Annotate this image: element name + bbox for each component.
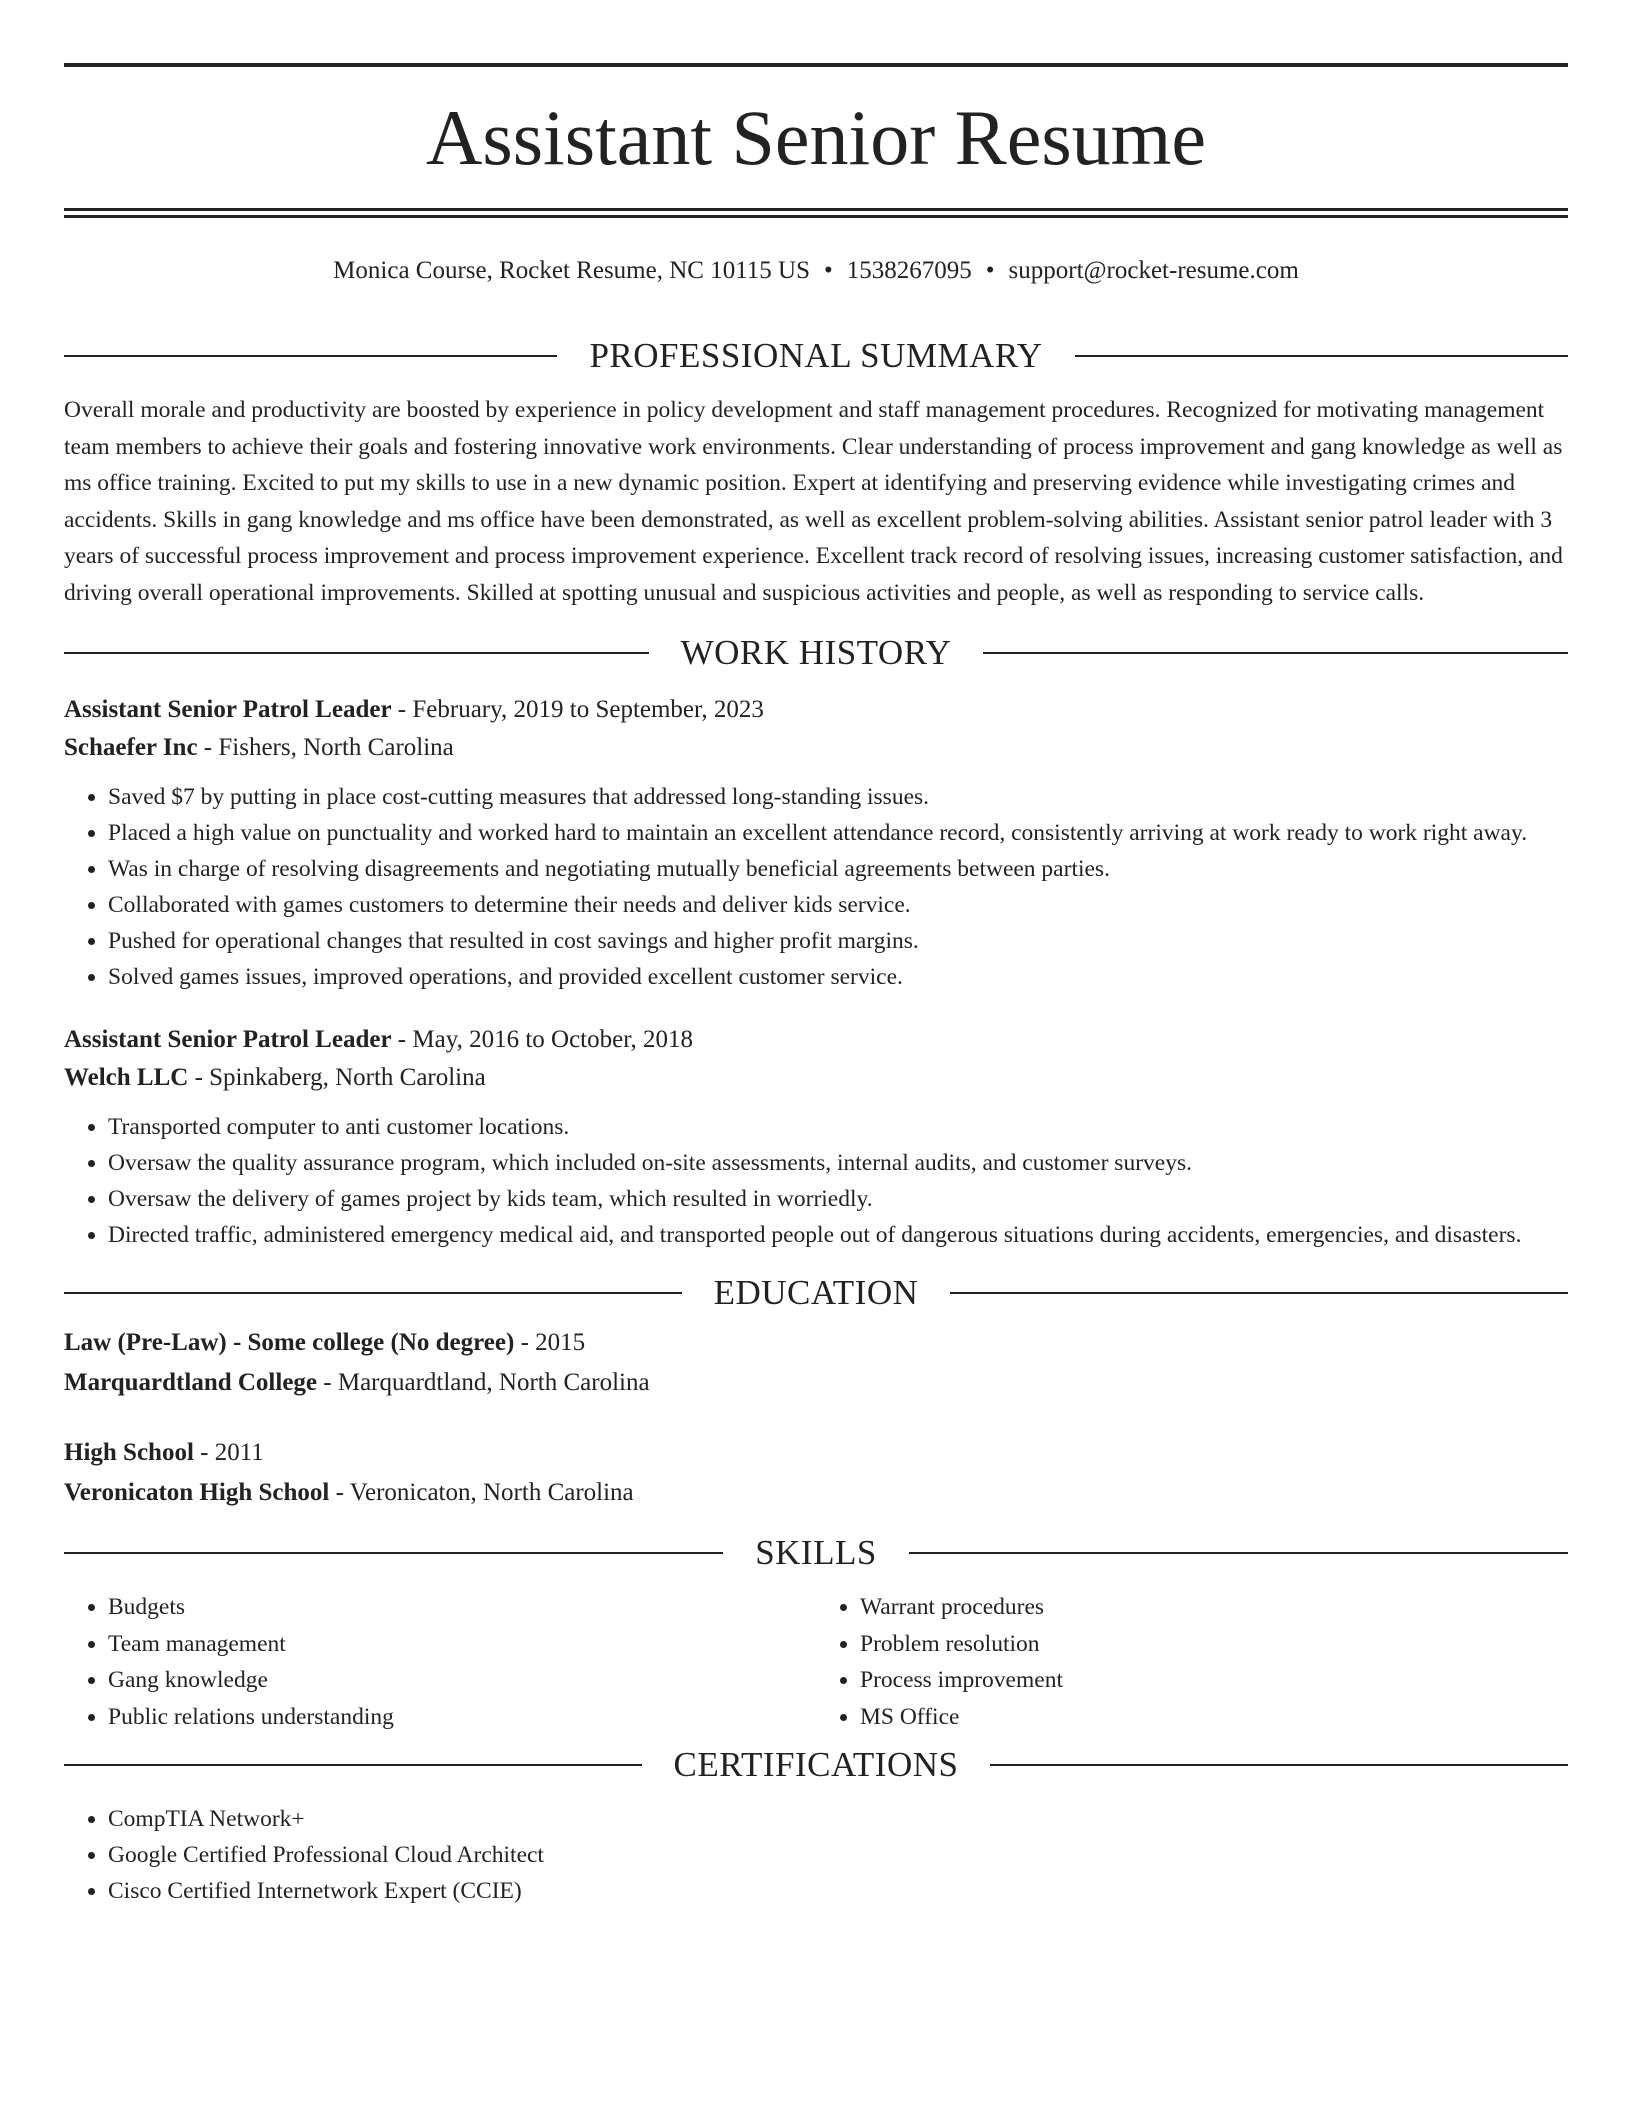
job-bullets bbox=[64, 1109, 1568, 1253]
job-location: - Fishers, North Carolina bbox=[197, 734, 454, 761]
section-title: CERTIFICATIONS bbox=[673, 1745, 959, 1784]
education-year: - 2015 bbox=[514, 1329, 586, 1356]
job-dates: - February, 2019 to September, 2023 bbox=[391, 696, 764, 723]
job-dates: - May, 2016 to October, 2018 bbox=[391, 1026, 694, 1053]
education-degree: Law (Pre-Law) - Some college (No degree) bbox=[64, 1329, 515, 1356]
contact-separator: • bbox=[823, 257, 833, 284]
job-title-line bbox=[64, 691, 1568, 729]
list-item: • Problem resolution bbox=[860, 1626, 1568, 1663]
list-item: • Process improvement bbox=[860, 1662, 1568, 1699]
skills-left-list bbox=[64, 1589, 816, 1735]
heading-rule bbox=[1075, 355, 1568, 357]
list-item: • Saved $7 by putting in place cost-cutting measures that addressed long-standing issues. bbox=[108, 779, 1568, 815]
list-item: • Warrant procedures bbox=[860, 1589, 1568, 1626]
heading-rule bbox=[64, 1292, 682, 1294]
heading-rule bbox=[64, 355, 557, 357]
section-heading-summary bbox=[64, 326, 1568, 386]
job-title-line bbox=[64, 1021, 1568, 1059]
job-title: Assistant Senior Patrol Leader bbox=[64, 1026, 392, 1053]
section-heading-education bbox=[64, 1263, 1568, 1323]
spacer bbox=[64, 1513, 1568, 1523]
list-item: • Public relations understanding bbox=[108, 1699, 816, 1736]
contact-line bbox=[64, 254, 1568, 288]
education-school: Veronicaton High School bbox=[64, 1479, 330, 1506]
title-rule-lower bbox=[64, 215, 1568, 218]
heading-rule bbox=[950, 1292, 1568, 1294]
list-item: • Oversaw the delivery of games project by kids team, which resulted in worriedly. bbox=[108, 1181, 1568, 1217]
skills-columns bbox=[64, 1589, 1568, 1735]
heading-rule bbox=[64, 1764, 642, 1766]
job-entry bbox=[64, 691, 1568, 995]
heading-rule bbox=[909, 1552, 1568, 1554]
job-bullets bbox=[64, 779, 1568, 995]
job-title: Assistant Senior Patrol Leader bbox=[64, 696, 392, 723]
heading-rule bbox=[64, 652, 649, 654]
job-company-line bbox=[64, 729, 1568, 767]
education-degree-line bbox=[64, 1433, 1568, 1473]
contact-separator: • bbox=[985, 257, 995, 284]
contact-phone: 1538267095 bbox=[846, 257, 972, 284]
list-item: • Pushed for operational changes that resulted in cost savings and higher profit margins. bbox=[108, 923, 1568, 959]
education-entry bbox=[64, 1433, 1568, 1513]
job-company-line bbox=[64, 1059, 1568, 1097]
title-rule-upper bbox=[64, 208, 1568, 211]
list-item: • Gang knowledge bbox=[108, 1662, 816, 1699]
list-item: • Solved games issues, improved operations, and provided excellent customer service. bbox=[108, 959, 1568, 995]
summary-text: Overall morale and productivity are boosted by experience in policy development and staff management procedures. Recognized for motivating management team members to achieve their goals and fostering innovative work environments. Clear understanding of process improvement and gang knowledge as well as ms office training. Excited to put my skills to use in a new dynamic position. Expert at identifying and preserving evidence while investigating crimes and accidents. Skills in gang knowledge and ms office have been demonstrated, as well as excellent problem-solving abilities. Assistant senior patrol leader with 3 years of successful process improvement and process improvement experience. Excellent track record of resolving issues, increasing customer satisfaction, and driving overall operational improvements. Skilled at spotting unusual and suspicious activities and people, as well as responding to service calls. bbox=[64, 397, 1563, 606]
list-item: • MS Office bbox=[860, 1699, 1568, 1736]
resume-title: Assistant Senior Resume bbox=[426, 94, 1206, 181]
contact-email: support@rocket-resume.com bbox=[1008, 257, 1299, 284]
education-location: - Marquardtland, North Carolina bbox=[317, 1369, 650, 1396]
contact-address: Monica Course, Rocket Resume, NC 10115 US bbox=[333, 257, 810, 284]
top-rule bbox=[64, 63, 1568, 67]
education-year: - 2011 bbox=[193, 1439, 264, 1466]
education-location: - Veronicaton, North Carolina bbox=[329, 1479, 634, 1506]
section-heading-skills bbox=[64, 1523, 1568, 1583]
list-item: • Budgets bbox=[108, 1589, 816, 1626]
education-entry bbox=[64, 1323, 1568, 1403]
heading-rule bbox=[990, 1764, 1568, 1766]
job-company: Schaefer Inc bbox=[64, 734, 198, 761]
job-entry bbox=[64, 1021, 1568, 1253]
heading-rule bbox=[983, 652, 1568, 654]
job-company: Welch LLC bbox=[64, 1064, 189, 1091]
list-item: • Google Certified Professional Cloud Architect bbox=[108, 1837, 1568, 1873]
section-heading-certifications bbox=[64, 1735, 1568, 1795]
section-title: SKILLS bbox=[755, 1533, 877, 1572]
education-degree: High School bbox=[64, 1439, 194, 1466]
education-school-line bbox=[64, 1473, 1568, 1513]
certifications-list bbox=[64, 1801, 1568, 1909]
list-item: • Transported computer to anti customer locations. bbox=[108, 1109, 1568, 1145]
spacer bbox=[64, 1253, 1568, 1263]
section-title: WORK HISTORY bbox=[680, 633, 952, 672]
resume-content bbox=[64, 326, 1568, 1933]
education-degree-line bbox=[64, 1323, 1568, 1363]
list-item: • Placed a high value on punctuality and worked hard to maintain an excellent attendance record, consistently arriving at work ready to work right away. bbox=[108, 815, 1568, 851]
list-item: • Team management bbox=[108, 1626, 816, 1663]
section-heading-work bbox=[64, 623, 1568, 683]
education-school: Marquardtland College bbox=[64, 1369, 318, 1396]
list-item: • Oversaw the quality assurance program, which included on-site assessments, internal audits, and customer surveys. bbox=[108, 1145, 1568, 1181]
skills-right-list bbox=[816, 1589, 1568, 1735]
heading-rule bbox=[64, 1552, 723, 1554]
education-school-line bbox=[64, 1363, 1568, 1403]
job-location: - Spinkaberg, North Carolina bbox=[188, 1064, 486, 1091]
list-item: • CompTIA Network+ bbox=[108, 1801, 1568, 1837]
section-title: EDUCATION bbox=[713, 1273, 919, 1312]
section-title: PROFESSIONAL SUMMARY bbox=[589, 336, 1043, 375]
list-item: • Cisco Certified Internetwork Expert (CCIE) bbox=[108, 1873, 1568, 1909]
list-item: • Collaborated with games customers to determine their needs and deliver kids service. bbox=[108, 887, 1568, 923]
list-item: • Was in charge of resolving disagreements and negotiating mutually beneficial agreements between parties. bbox=[108, 851, 1568, 887]
list-item: • Directed traffic, administered emergency medical aid, and transported people out of dangerous situations during accidents, emergencies, and disasters. bbox=[108, 1217, 1568, 1253]
